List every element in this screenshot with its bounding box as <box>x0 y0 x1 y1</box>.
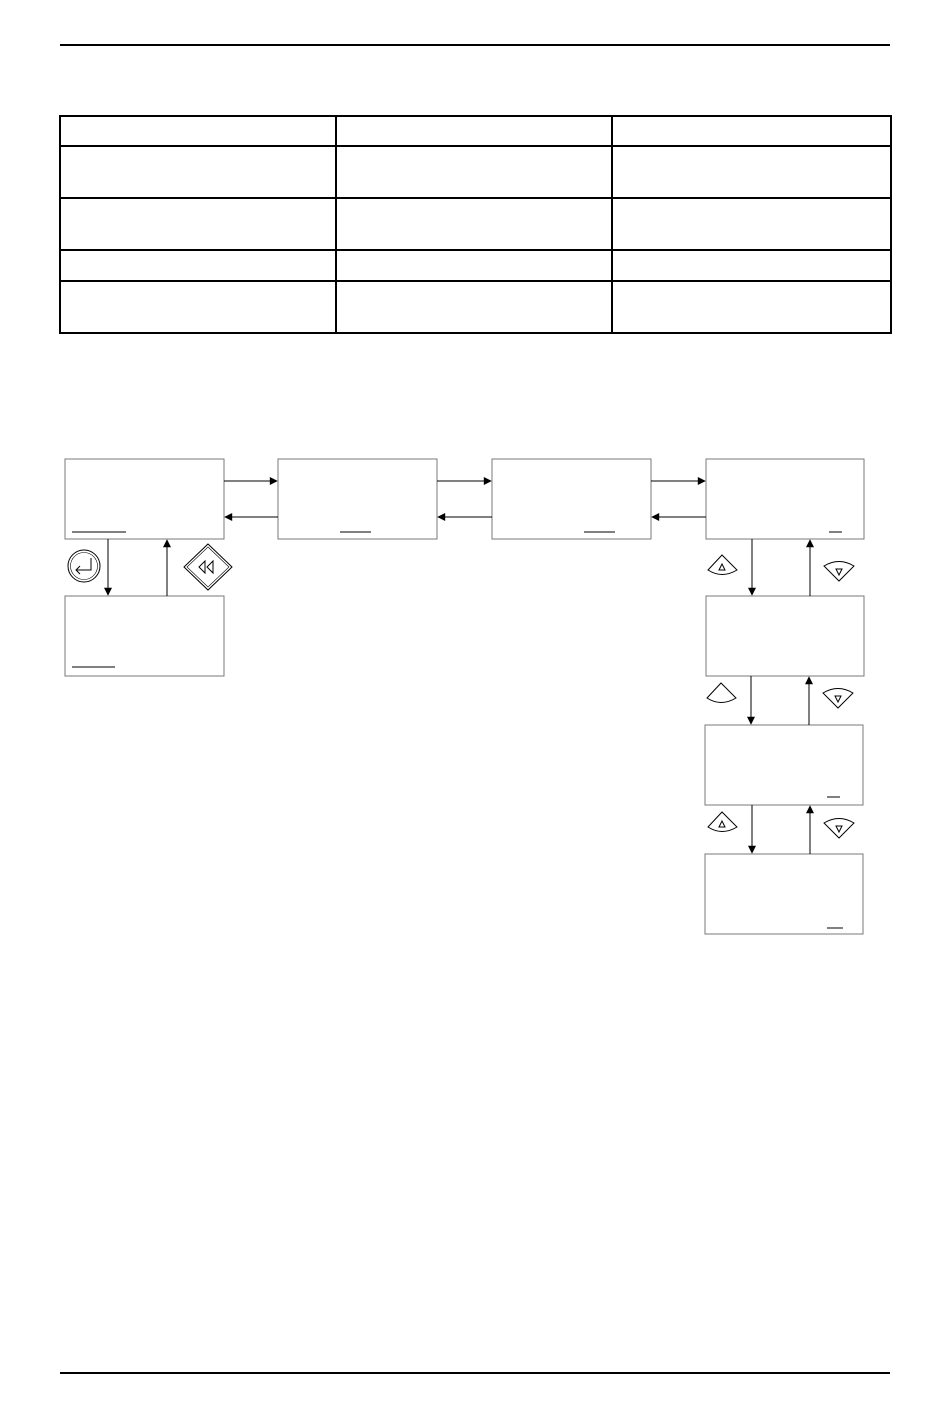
enter-key-icon <box>68 550 100 582</box>
list-screen-3 <box>705 854 863 934</box>
list-screen-1 <box>706 596 864 676</box>
down-key-icon <box>824 819 854 839</box>
list-screen-2 <box>705 725 863 805</box>
up-key-icon <box>708 555 737 575</box>
up-key-icon <box>707 683 736 703</box>
menu-screen-4 <box>706 459 864 539</box>
back-key-icon <box>184 544 232 590</box>
main-screen <box>65 459 224 539</box>
footer-rule <box>60 1372 890 1374</box>
down-key-icon <box>823 689 853 709</box>
up-key-icon <box>708 812 737 832</box>
sub-screen <box>65 596 224 676</box>
down-key-icon <box>824 562 854 582</box>
menu-screen-2 <box>278 459 437 539</box>
menu-screen-3 <box>492 459 651 539</box>
